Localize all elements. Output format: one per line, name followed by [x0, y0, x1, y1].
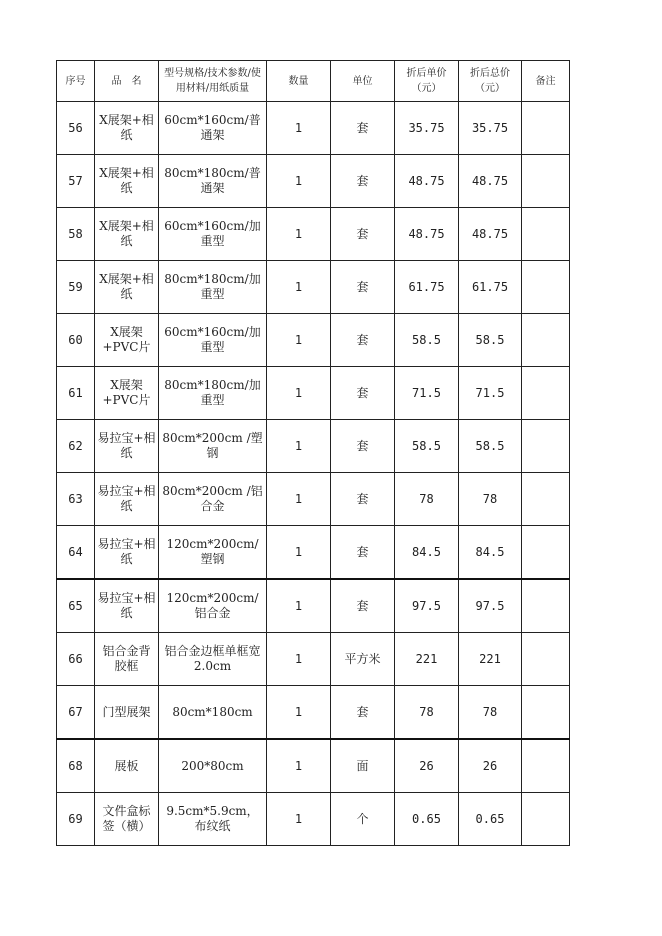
- cell-note: [522, 420, 570, 473]
- cell-no: 67: [57, 686, 95, 740]
- cell-no: 60: [57, 314, 95, 367]
- cell-price: 84.5: [395, 526, 459, 580]
- cell-total: 58.5: [459, 314, 522, 367]
- cell-name: X展架+相纸: [95, 155, 159, 208]
- table-row: [57, 526, 570, 580]
- cell-unit: 套: [331, 420, 395, 473]
- header-row: [57, 61, 570, 102]
- cell-total: 58.5: [459, 420, 522, 473]
- cell-note: [522, 686, 570, 740]
- cell-name: 易拉宝+相纸: [95, 526, 159, 580]
- cell-price: 61.75: [395, 261, 459, 314]
- cell-total: 61.75: [459, 261, 522, 314]
- cell-spec: 60cm*160cm/加重型: [159, 208, 267, 261]
- table-row: [57, 314, 570, 367]
- cell-unit: 面: [331, 739, 395, 793]
- cell-unit: 平方米: [331, 633, 395, 686]
- cell-unit: 套: [331, 155, 395, 208]
- cell-qty: 1: [267, 739, 331, 793]
- cell-qty: 1: [267, 420, 331, 473]
- cell-name: X展架+相纸: [95, 102, 159, 155]
- table-row: [57, 633, 570, 686]
- cell-spec: 80cm*180cm/加重型: [159, 261, 267, 314]
- cell-note: [522, 579, 570, 633]
- cell-no: 56: [57, 102, 95, 155]
- cell-note: [522, 633, 570, 686]
- cell-unit: 套: [331, 579, 395, 633]
- table-row: [57, 473, 570, 526]
- cell-total: 78: [459, 686, 522, 740]
- cell-name: 展板: [95, 739, 159, 793]
- header-qty: 数量: [267, 61, 331, 102]
- table-row: [57, 367, 570, 420]
- cell-spec: 80cm*200cm /铝合金: [159, 473, 267, 526]
- cell-note: [522, 261, 570, 314]
- cell-price: 78: [395, 473, 459, 526]
- cell-name: X展架+PVC片: [95, 314, 159, 367]
- cell-no: 57: [57, 155, 95, 208]
- cell-total: 48.75: [459, 155, 522, 208]
- cell-unit: 套: [331, 473, 395, 526]
- cell-qty: 1: [267, 102, 331, 155]
- cell-price: 78: [395, 686, 459, 740]
- cell-qty: 1: [267, 367, 331, 420]
- cell-no: 63: [57, 473, 95, 526]
- cell-total: 26: [459, 739, 522, 793]
- cell-spec: 200*80cm: [159, 739, 267, 793]
- cell-spec: 80cm*180cm/普通架: [159, 155, 267, 208]
- cell-name: 文件盒标签（横）: [95, 793, 159, 846]
- cell-total: 71.5: [459, 367, 522, 420]
- cell-no: 58: [57, 208, 95, 261]
- cell-price: 58.5: [395, 314, 459, 367]
- header-total: 折后总价（元）: [459, 61, 522, 102]
- cell-total: 84.5: [459, 526, 522, 580]
- cell-no: 64: [57, 526, 95, 580]
- header-spec: 型号规格/技术参数/使用材料/用纸质量: [159, 61, 267, 102]
- cell-price: 48.75: [395, 208, 459, 261]
- table-row: [57, 686, 570, 740]
- header-name: 品 名: [95, 61, 159, 102]
- cell-spec: 铝合金边框单框宽2.0cm: [159, 633, 267, 686]
- table-row: [57, 208, 570, 261]
- cell-spec: 60cm*160cm/普通架: [159, 102, 267, 155]
- cell-total: 78: [459, 473, 522, 526]
- cell-qty: 1: [267, 793, 331, 846]
- cell-note: [522, 473, 570, 526]
- cell-unit: 套: [331, 526, 395, 580]
- cell-note: [522, 526, 570, 580]
- cell-note: [522, 314, 570, 367]
- cell-note: [522, 739, 570, 793]
- cell-unit: 套: [331, 314, 395, 367]
- cell-name: 易拉宝+相纸: [95, 579, 159, 633]
- header-note: 备注: [522, 61, 570, 102]
- table-row: [57, 420, 570, 473]
- table-row: [57, 155, 570, 208]
- cell-unit: 套: [331, 208, 395, 261]
- cell-qty: 1: [267, 208, 331, 261]
- cell-name: 易拉宝+相纸: [95, 473, 159, 526]
- cell-no: 66: [57, 633, 95, 686]
- cell-name: 易拉宝+相纸: [95, 420, 159, 473]
- cell-price: 97.5: [395, 579, 459, 633]
- cell-price: 48.75: [395, 155, 459, 208]
- cell-qty: 1: [267, 686, 331, 740]
- cell-no: 69: [57, 793, 95, 846]
- cell-price: 221: [395, 633, 459, 686]
- cell-unit: 套: [331, 261, 395, 314]
- cell-qty: 1: [267, 526, 331, 580]
- cell-qty: 1: [267, 314, 331, 367]
- price-table: [56, 60, 570, 846]
- cell-name: 铝合金背胶框: [95, 633, 159, 686]
- cell-qty: 1: [267, 633, 331, 686]
- cell-note: [522, 793, 570, 846]
- cell-name: X展架+相纸: [95, 261, 159, 314]
- cell-price: 26: [395, 739, 459, 793]
- cell-note: [522, 208, 570, 261]
- cell-no: 61: [57, 367, 95, 420]
- header-unit: 单位: [331, 61, 395, 102]
- cell-total: 221: [459, 633, 522, 686]
- cell-unit: 个: [331, 793, 395, 846]
- cell-note: [522, 155, 570, 208]
- table-row: [57, 739, 570, 793]
- cell-spec: 60cm*160cm/加重型: [159, 314, 267, 367]
- cell-qty: 1: [267, 473, 331, 526]
- cell-qty: 1: [267, 261, 331, 314]
- table-row: [57, 793, 570, 846]
- cell-unit: 套: [331, 686, 395, 740]
- cell-spec: 80cm*200cm /塑钢: [159, 420, 267, 473]
- cell-spec: 80cm*180cm: [159, 686, 267, 740]
- cell-price: 58.5: [395, 420, 459, 473]
- cell-price: 0.65: [395, 793, 459, 846]
- cell-total: 48.75: [459, 208, 522, 261]
- table-row: [57, 102, 570, 155]
- cell-price: 71.5: [395, 367, 459, 420]
- cell-no: 65: [57, 579, 95, 633]
- cell-no: 68: [57, 739, 95, 793]
- cell-spec: 120cm*200cm/塑钢: [159, 526, 267, 580]
- cell-unit: 套: [331, 102, 395, 155]
- cell-qty: 1: [267, 155, 331, 208]
- cell-qty: 1: [267, 579, 331, 633]
- cell-spec: 120cm*200cm/铝合金: [159, 579, 267, 633]
- cell-name: 门型展架: [95, 686, 159, 740]
- cell-name: X展架+相纸: [95, 208, 159, 261]
- cell-spec: 80cm*180cm/加重型: [159, 367, 267, 420]
- cell-spec: 9.5cm*5.9cm，布纹纸: [159, 793, 267, 846]
- header-price: 折后单价（元）: [395, 61, 459, 102]
- cell-note: [522, 367, 570, 420]
- cell-total: 97.5: [459, 579, 522, 633]
- cell-no: 59: [57, 261, 95, 314]
- cell-total: 0.65: [459, 793, 522, 846]
- cell-name: X展架+PVC片: [95, 367, 159, 420]
- cell-unit: 套: [331, 367, 395, 420]
- header-no: 序号: [57, 61, 95, 102]
- cell-note: [522, 102, 570, 155]
- table-row: [57, 579, 570, 633]
- cell-total: 35.75: [459, 102, 522, 155]
- cell-price: 35.75: [395, 102, 459, 155]
- cell-no: 62: [57, 420, 95, 473]
- table-row: [57, 261, 570, 314]
